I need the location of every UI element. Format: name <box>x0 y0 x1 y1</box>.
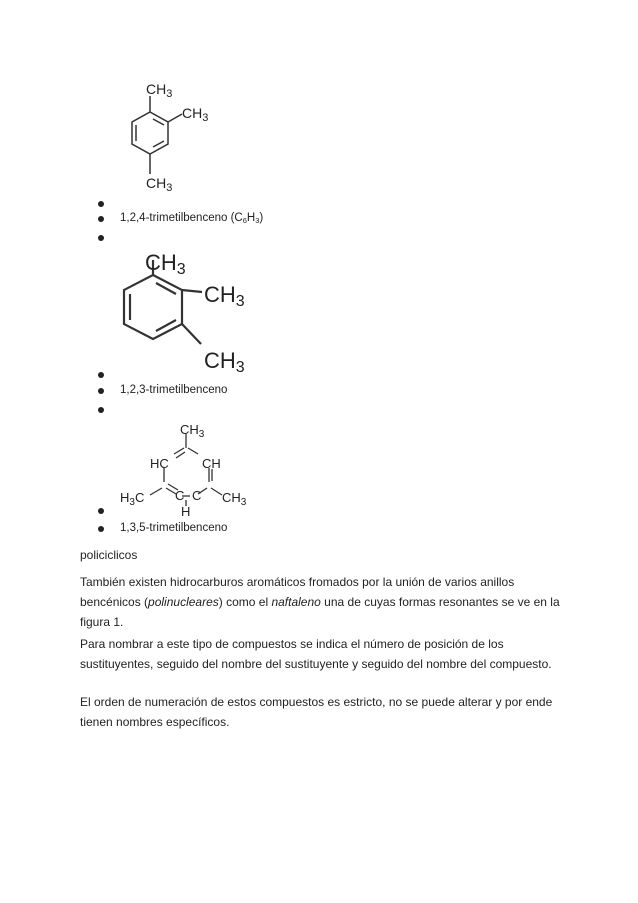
section-heading: policiclicos <box>80 548 138 562</box>
list-item-135-trimethylbenzene: 1,3,5-trimetilbenceno <box>120 522 228 534</box>
paragraph-polinucleares: También existen hidrocarburos aromáticos fromados por la unión de varios anillos bencénicos (polinucleares) como el naftaleno una de cuyas formas resonantes se ve en la figura 1. <box>80 575 560 629</box>
paragraph-nomenclatura: Para nombrar a este tipo de compuestos se indica el número de posición de los sustituyentes, seguido del nombre del sustituyente y seguido del nombre del compuesto. <box>80 637 552 671</box>
list-bullet <box>98 216 104 222</box>
list-item-123-trimethylbenzene: 1,2,3-trimetilbenceno <box>120 384 228 396</box>
label-ch3-right: $CH_3$ <box>222 490 247 508</box>
bond-right-methyl <box>168 114 182 122</box>
list-bullet <box>98 235 104 241</box>
list-bullet <box>98 526 104 532</box>
paragraph-orden-numeracion: El orden de numeración de estos compuestos es estricto, no se puede alterar y por ende tienen nombres específicos. <box>80 695 553 729</box>
label-ch3-top: $CH_3$ <box>146 81 173 100</box>
list-bullet <box>98 372 104 378</box>
label-ring-c-left: C <box>175 488 185 503</box>
label-ch3-top: CH3 <box>145 250 186 278</box>
term-naftaleno: naftaleno <box>271 595 321 609</box>
molecule-123-drawing <box>115 248 255 376</box>
label-ch3-top: $CH_3$ <box>180 422 205 440</box>
structure-123-trimethylbenzene <box>115 248 255 376</box>
label-hc: HC <box>150 456 169 471</box>
molecule-135-drawing <box>118 420 258 520</box>
structure-124-trimethylbenzene <box>110 78 230 200</box>
label-ring-c-right: C <box>192 488 202 503</box>
label-ch3-bottom: $CH_3$ <box>146 175 173 194</box>
list-bullet <box>98 407 104 413</box>
list-item-124-trimethylbenzene: 1,2,4-trimetilbenceno $(C_6H_3)$ <box>120 212 264 225</box>
benzene-ring <box>132 96 182 174</box>
label-ch3-mid: CH3 <box>204 282 245 310</box>
list-bullet <box>98 508 104 514</box>
label-h3c-left: $H_3C$ <box>120 490 145 508</box>
label-ch: CH <box>202 456 221 471</box>
molecule-124-drawing <box>110 78 230 200</box>
label-bottom-h: H <box>181 504 191 519</box>
bond-low-methyl <box>182 324 201 344</box>
bond-mid-methyl <box>182 290 202 292</box>
label-ch3-low: CH3 <box>204 348 245 376</box>
list-bullet <box>98 201 104 207</box>
term-polinucleares: polinucleares <box>148 595 219 609</box>
list-bullet <box>98 388 104 394</box>
label-ch3-right: $CH_3$ <box>182 105 209 124</box>
structure-135-trimethylbenzene <box>118 420 258 520</box>
